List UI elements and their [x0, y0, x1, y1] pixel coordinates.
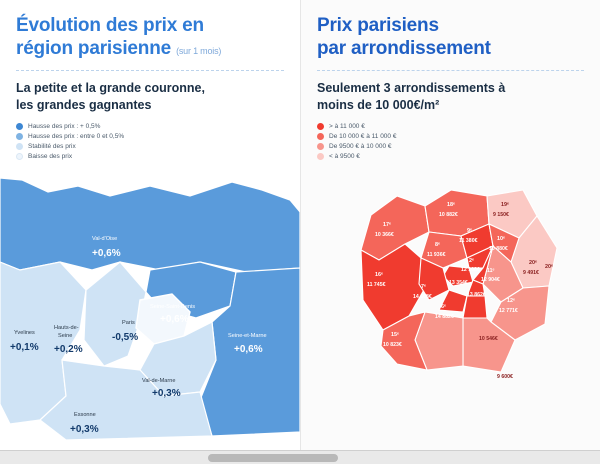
left-subtitle-line1: La petite et la grande couronne,: [16, 81, 205, 96]
arr-19-num: 19ᵉ: [501, 202, 510, 208]
arr-6-price: 14 882€: [435, 314, 454, 320]
scrollbar-thumb[interactable]: [208, 454, 338, 462]
legend-item[interactable]: [317, 133, 584, 140]
arr-9-num: 9ᵉ: [467, 228, 473, 234]
arr-10-price: 10 880€: [489, 246, 508, 252]
arr-1-price: 13 354€: [449, 280, 468, 286]
arr-7-price: 14 668€: [413, 294, 432, 300]
label-sem-value: +0,6%: [234, 344, 263, 355]
arr-7-num: 7ᵉ: [421, 284, 427, 290]
label-val-doise-name: Val-d'Oise: [92, 236, 118, 242]
arr-18-num: 18ᵉ: [447, 202, 456, 208]
arr-20b-num: 20ᵉ: [545, 264, 554, 270]
legend-label: < à 9500 €: [329, 153, 360, 161]
label-paris-value: -0,5%: [112, 332, 139, 343]
left-title-note: (sur 1 mois): [176, 46, 222, 57]
legend-item[interactable]: [16, 153, 284, 160]
arr-17-price: 10 366€: [375, 232, 394, 238]
left-title-line1: Évolution des prix en: [16, 15, 204, 36]
left-subtitle-line2: les grandes gagnantes: [16, 98, 152, 113]
right-subtitle: [317, 80, 584, 114]
legend-label: Hausse des prix : entre 0 et 0,5%: [28, 133, 125, 141]
label-yvelines-value: +0,1%: [10, 342, 39, 353]
arr-9-price: 11 380€: [459, 238, 478, 244]
panel-ile-de-france: [0, 0, 300, 450]
left-title-line2: région parisienne: [16, 38, 171, 60]
arr-20-num: 20ᵉ: [529, 260, 538, 266]
arr-20-price: 9 491€: [523, 270, 539, 276]
label-vdm-name: Val-de-Marne: [142, 378, 176, 384]
legend-item[interactable]: [317, 123, 584, 130]
label-vdm-value: +0,3%: [152, 388, 181, 399]
arr-16-num: 16ᵉ: [375, 272, 384, 278]
legend-label: De 10 000 € à 11 000 €: [329, 133, 397, 141]
label-hds-name-2: Seine: [58, 333, 73, 339]
legend-label: Stabilité des prix: [28, 143, 76, 151]
arr-5[interactable]: [463, 296, 487, 318]
arr-13-price: 10 546€: [479, 336, 498, 342]
arr-16-price: 11 745€: [367, 282, 386, 288]
legend-dot-icon: [317, 123, 324, 130]
legend-item[interactable]: [16, 143, 284, 150]
left-subtitle: [16, 80, 284, 114]
legend-dot-icon: [16, 143, 23, 150]
arr-10-num: 10ᵉ: [497, 236, 506, 242]
right-title: [317, 14, 584, 60]
label-hds-value: +0,2%: [54, 344, 83, 355]
right-subtitle-line1: Seulement 3 arrondissements à: [317, 81, 506, 96]
legend-dot-icon: [317, 153, 324, 160]
label-essonne-name: Essonne: [74, 412, 96, 418]
legend-item[interactable]: [16, 133, 284, 140]
arr-11-label: 11ᵉ: [487, 268, 495, 274]
arr-12-num: 12ᵉ: [507, 298, 516, 304]
legend-label: Hausse des prix : + 0,5%: [28, 123, 101, 131]
arr-14-price: 9 600€: [497, 374, 513, 380]
arr-18-price: 10 882€: [439, 212, 458, 218]
left-legend: [16, 123, 284, 160]
arr-15-price: 10 823€: [383, 342, 402, 348]
label-val-doise-value: +0,6%: [92, 248, 121, 259]
legend-item[interactable]: [317, 153, 584, 160]
arr-8-num: 8ᵉ: [435, 242, 441, 248]
arr-8-price: 11 936€: [427, 252, 446, 258]
legend-dot-icon: [317, 143, 324, 150]
right-divider: [317, 70, 584, 71]
legend-dot-icon: [16, 133, 23, 140]
arr-2-price: 12 108€: [461, 267, 480, 273]
left-title: [16, 14, 284, 60]
label-ssd-name: Seine-Saint-Denis: [150, 304, 196, 310]
region-val-doise[interactable]: [0, 178, 300, 272]
label-hds-name-1: Hauts-de-: [54, 325, 79, 331]
legend-dot-icon: [16, 123, 23, 130]
arr-19-price: 9 150€: [493, 212, 509, 218]
legend-dot-icon: [16, 153, 23, 160]
label-essonne-value: +0,3%: [70, 424, 99, 435]
arr-15-num: 15ᵉ: [391, 332, 400, 338]
legend-item[interactable]: [16, 123, 284, 130]
panel-paris-arrondissements: [300, 0, 600, 450]
right-subtitle-line2: moins de 10 000€/m²: [317, 98, 440, 113]
label-sem-name: Seine-et-Marne: [228, 333, 267, 339]
horizontal-scrollbar[interactable]: [0, 450, 600, 464]
legend-label: > à 11 000 €: [329, 123, 365, 131]
legend-label: Baisse des prix: [28, 153, 73, 161]
right-title-line1: Prix parisiens: [317, 15, 439, 36]
label-paris-name: Paris: [122, 320, 135, 326]
arr-2-num: 2ᵉ: [469, 258, 475, 264]
arr-11-price: 12 904€: [481, 277, 500, 283]
arr-12-price: 12 771€: [499, 308, 518, 314]
legend-item[interactable]: [317, 143, 584, 150]
legend-dot-icon: [317, 133, 324, 140]
label-ssd-value: +0,6%: [160, 314, 189, 325]
label-yvelines-name: Yvelines: [14, 330, 35, 336]
left-divider: [16, 70, 284, 71]
arr-17-num: 17ᵉ: [383, 222, 392, 228]
right-title-line2: par arrondissement: [317, 38, 491, 60]
arr-4-price: 13 862€: [467, 292, 486, 298]
region-hauts-de-seine[interactable]: [84, 262, 146, 366]
legend-label: De 9500 € à 10 000 €: [329, 143, 392, 151]
right-legend: [317, 123, 584, 160]
arr-6-num: 6ᵉ: [441, 304, 447, 310]
